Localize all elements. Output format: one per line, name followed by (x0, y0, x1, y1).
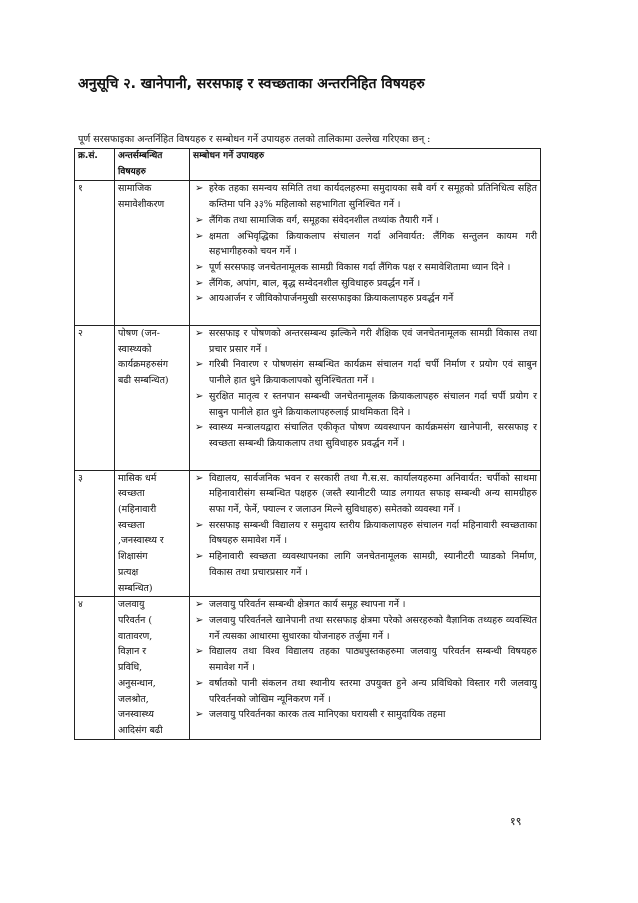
topic-line: विज्ञान र (118, 646, 147, 658)
topic-line: स्वास्थ्यको (118, 343, 152, 355)
arrow-bullet-icon: ➢ (195, 614, 204, 626)
arrow-bullet-icon: ➢ (195, 214, 204, 226)
arrow-bullet-icon: ➢ (195, 599, 204, 611)
topic-line: जनस्वास्थ्य (118, 709, 154, 721)
measure-text: जलवायु परिवर्तनले खानेपानी तथा सरसफाइ क्षेत्रमा परेको असरहरुको वैज्ञानिक तथ्यहरु व्यवस्थित गर्ने त्यसका आधारमा सुधारका योजनाहरु तर्जुमा गर्ने । (209, 614, 537, 642)
measure-text: लैंगिक तथा सामाजिक वर्ग, समूहका संवेदनशील तथ्यांक तैयारी गर्ने । (209, 214, 439, 226)
measure-text: सरसफाइ र पोषणको अन्तरसम्बन्ध झल्किने गरी शैक्षिक एवं जनचेतनामूलक सामग्री विकास तथा प्रचार प्रसार गर्ने । (209, 328, 537, 355)
measures-cell (190, 470, 541, 597)
page-number: १९ (510, 815, 522, 828)
topic-line: वातावरण, (118, 630, 153, 642)
measure-text: पूर्ण सरसफाइ जनचेतनामूलक सामग्री विकास गर्दा लैंगिक पक्ष र समावेशितामा ध्यान दिने । (209, 261, 511, 273)
topic-line: आदिसंग बढी (118, 724, 163, 736)
topic-line: पोषण (जन- (118, 328, 160, 340)
issues-table (74, 148, 541, 740)
table-row (75, 470, 541, 597)
measure-item (193, 613, 537, 644)
topic-line: कार्यक्रमहरुसंग (118, 359, 169, 371)
topic-line: प्रविधि, (118, 662, 143, 674)
table-body (75, 181, 541, 739)
measures-list (193, 326, 537, 452)
measures-cell (190, 597, 541, 739)
measure-text: गरिबी निवारण र पोषणसंग सम्बन्धित कार्यक्रम संचालन गर्दा चर्पी निर्माण र प्रयोग एवं साबुन पानीले हात धुने क्रियाकलापको सुनिश्चितता गर्ने । (209, 359, 537, 387)
measure-text: सुरक्षित मातृत्व र स्तनपान सम्बन्धी जनचेतनामूलक क्रियाकलापहरु संचालन गर्दा चर्पी प्रयोग र साबुन पानीले हात धुने क्रियाकलापहरुलाई प्राथमिकता दिने । (209, 390, 537, 418)
page-title: अनुसूचि २. खानेपानी, सरसफाइ र स्वच्छताका अन्तरनिहित विषयहरु (78, 76, 425, 92)
arrow-bullet-icon: ➢ (195, 709, 204, 721)
measure-text: आयआर्जन र जीविकोपार्जनमुखी सरसफाइका क्रियाकलापहरु प्रवर्द्धन गर्ने (209, 293, 454, 305)
header-serial-number: क्र.सं. (75, 149, 115, 181)
measure-text: जलवायु परिवर्तन सम्बन्धी क्षेत्रगत कार्य समूह स्थापना गर्ने । (209, 599, 406, 611)
topic-line: मासिक धर्म (118, 472, 157, 484)
arrow-bullet-icon: ➢ (195, 230, 204, 242)
measure-text: विद्यालय तथा विश्व विद्यालय तहका पाठ्यपुस्तकहरुमा जलवायु परिवर्तन सम्बन्धी विषयहरु समावेश गर्ने । (209, 646, 537, 674)
measures-list (193, 597, 537, 723)
measure-text: जलवायु परिवर्तनका कारक तत्व मानिएका घरायसी र सामुदायिक तहमा (209, 709, 446, 721)
measure-item (193, 707, 537, 723)
arrow-bullet-icon: ➢ (195, 293, 204, 305)
topic-cell (115, 470, 190, 597)
topic-line: शिक्षासंग (118, 551, 148, 563)
measures-list (193, 471, 537, 581)
measure-item (193, 276, 537, 292)
measure-text: लैंगिक, अपांग, बाल, बृद्ध सम्वेदनशील सुविधाहरु प्रवर्द्धन गर्ने । (209, 277, 421, 289)
topic-cell (115, 597, 190, 739)
measure-text: महिनावारी स्वच्छता व्यवस्थापनका लागि जनचेतनामूलक सामग्री, स्यानीटरी प्याडको निर्माण, विकास तथा प्रचारप्रसार गर्ने । (209, 551, 537, 578)
measure-text: सरसफाइ सम्बन्धी विद्यालय र समुदाय स्तरीय क्रियाकलापहरु संचालन गर्दा महिनावारी स्वच्छताका विषयहरु समावेश गर्ने । (209, 519, 538, 547)
table-header-row (75, 149, 541, 181)
arrow-bullet-icon: ➢ (195, 359, 204, 371)
arrow-bullet-icon: ➢ (195, 183, 204, 195)
measure-item (193, 181, 537, 212)
serial-number-cell: ३ (75, 470, 115, 597)
topic-line: प्रत्यक्ष (118, 566, 139, 578)
arrow-bullet-icon: ➢ (195, 646, 204, 658)
header-measures: सम्बोधन गर्ने उपायहरु (190, 149, 541, 181)
serial-number-cell: १ (75, 181, 115, 326)
measure-item (193, 471, 537, 518)
measure-text: हरेक तहका समन्वय समिति तथा कार्यदलहरुमा समुदायका सबै वर्ग र समूहको प्रतिनिधित्व सहित कम्तिमा पनि ३३% महिलाको सहभागिता सुनिश्चित गर्ने । (209, 183, 537, 211)
measure-item (193, 676, 537, 707)
measure-text: विद्यालय, सार्वजनिक भवन र सरकारी तथा गै.स.स. कार्यालयहरुमा अनिवार्यत: चर्पीको साथमा महिनावारीसंग सम्बन्धित पक्षहरु (जस्तै स्यानीटरी प्याड लगायत सफाइ सम्बन्धी अन्य सामग्रीहरु सफा गर्ने, फेर्ने, फ्याल्न र जलाउन मिल्ने सुविधाहरु) समेतको व्यवस्था गर्ने । (209, 472, 537, 516)
measure-item (193, 597, 537, 613)
measure-item (193, 326, 537, 357)
measure-item (193, 420, 537, 451)
topic-line: स्वच्छता (118, 488, 145, 500)
topic-cell (115, 181, 190, 326)
table-row (75, 326, 541, 471)
measures-cell (190, 326, 541, 471)
topic-line: जलश्रोत, (118, 693, 149, 705)
measure-item (193, 549, 537, 580)
table-row (75, 181, 541, 326)
topic-cell (115, 326, 190, 471)
measure-item (193, 291, 537, 307)
measures-cell (190, 181, 541, 326)
measures-list (193, 181, 537, 307)
arrow-bullet-icon: ➢ (195, 519, 204, 531)
topic-line: जलवायु (118, 599, 145, 611)
topic-line: (महिनावारी (118, 504, 157, 516)
topic-line: सामाजिक (118, 183, 152, 195)
serial-number-cell: ४ (75, 597, 115, 739)
arrow-bullet-icon: ➢ (195, 472, 204, 484)
arrow-bullet-icon: ➢ (195, 277, 204, 289)
topic-line: बढी सम्बन्धित) (118, 375, 169, 387)
header-related-topics: अन्तर्सम्बन्धित विषयहरु (115, 149, 190, 181)
arrow-bullet-icon: ➢ (195, 328, 204, 340)
intro-text: पूर्ण सरसफाइका अन्तर्निहित विषयहरु र सम्बोधन गर्ने उपायहरु तलको तालिकामा उल्लेख गरिएका छन् : (78, 134, 431, 145)
measure-item (193, 389, 537, 420)
topic-line: अनुसन्धान, (118, 677, 156, 689)
topic-line: स्वच्छता (118, 519, 145, 531)
measure-text: स्वास्थ्य मन्त्रालयद्वारा संचालित एकीकृत पोषण व्यवस्थापन कार्यक्रमसंग खानेपानी, सरसफाइ र स्वच्छता सम्बन्धी क्रियाकलाप तथा सुविधाहरु प्रवर्द्धन गर्ने । (209, 422, 537, 449)
measure-text: क्षमता अभिवृद्धिका क्रियाकलाप संचालन गर्दा अनिवार्यत: लैंगिक सन्तुलन कायम गरी सहभागीहरुको चयन गर्ने । (209, 230, 537, 258)
topic-line: परिवर्तन ( (118, 614, 152, 626)
measure-item (193, 260, 537, 276)
arrow-bullet-icon: ➢ (195, 422, 204, 434)
table-row (75, 597, 541, 739)
measure-item (193, 357, 537, 388)
arrow-bullet-icon: ➢ (195, 677, 204, 689)
serial-number-cell: २ (75, 326, 115, 471)
measure-item (193, 229, 537, 260)
topic-line: सम्बन्धित) (118, 582, 153, 594)
measure-item (193, 644, 537, 675)
measure-item (193, 518, 537, 549)
topic-line: समावेशीकरण (118, 199, 165, 211)
arrow-bullet-icon: ➢ (195, 390, 204, 402)
measure-item (193, 213, 537, 229)
measure-text: वर्षातको पानी संकलन तथा स्थानीय स्तरमा उपयुक्त हुने अन्य प्रविधिको विस्तार गरी जलवायु परिवर्तनको जोखिम न्यूनिकरण गर्ने । (209, 677, 537, 705)
arrow-bullet-icon: ➢ (195, 261, 204, 273)
topic-line: ,जनस्वास्थ्य र (118, 535, 164, 547)
arrow-bullet-icon: ➢ (195, 551, 204, 563)
